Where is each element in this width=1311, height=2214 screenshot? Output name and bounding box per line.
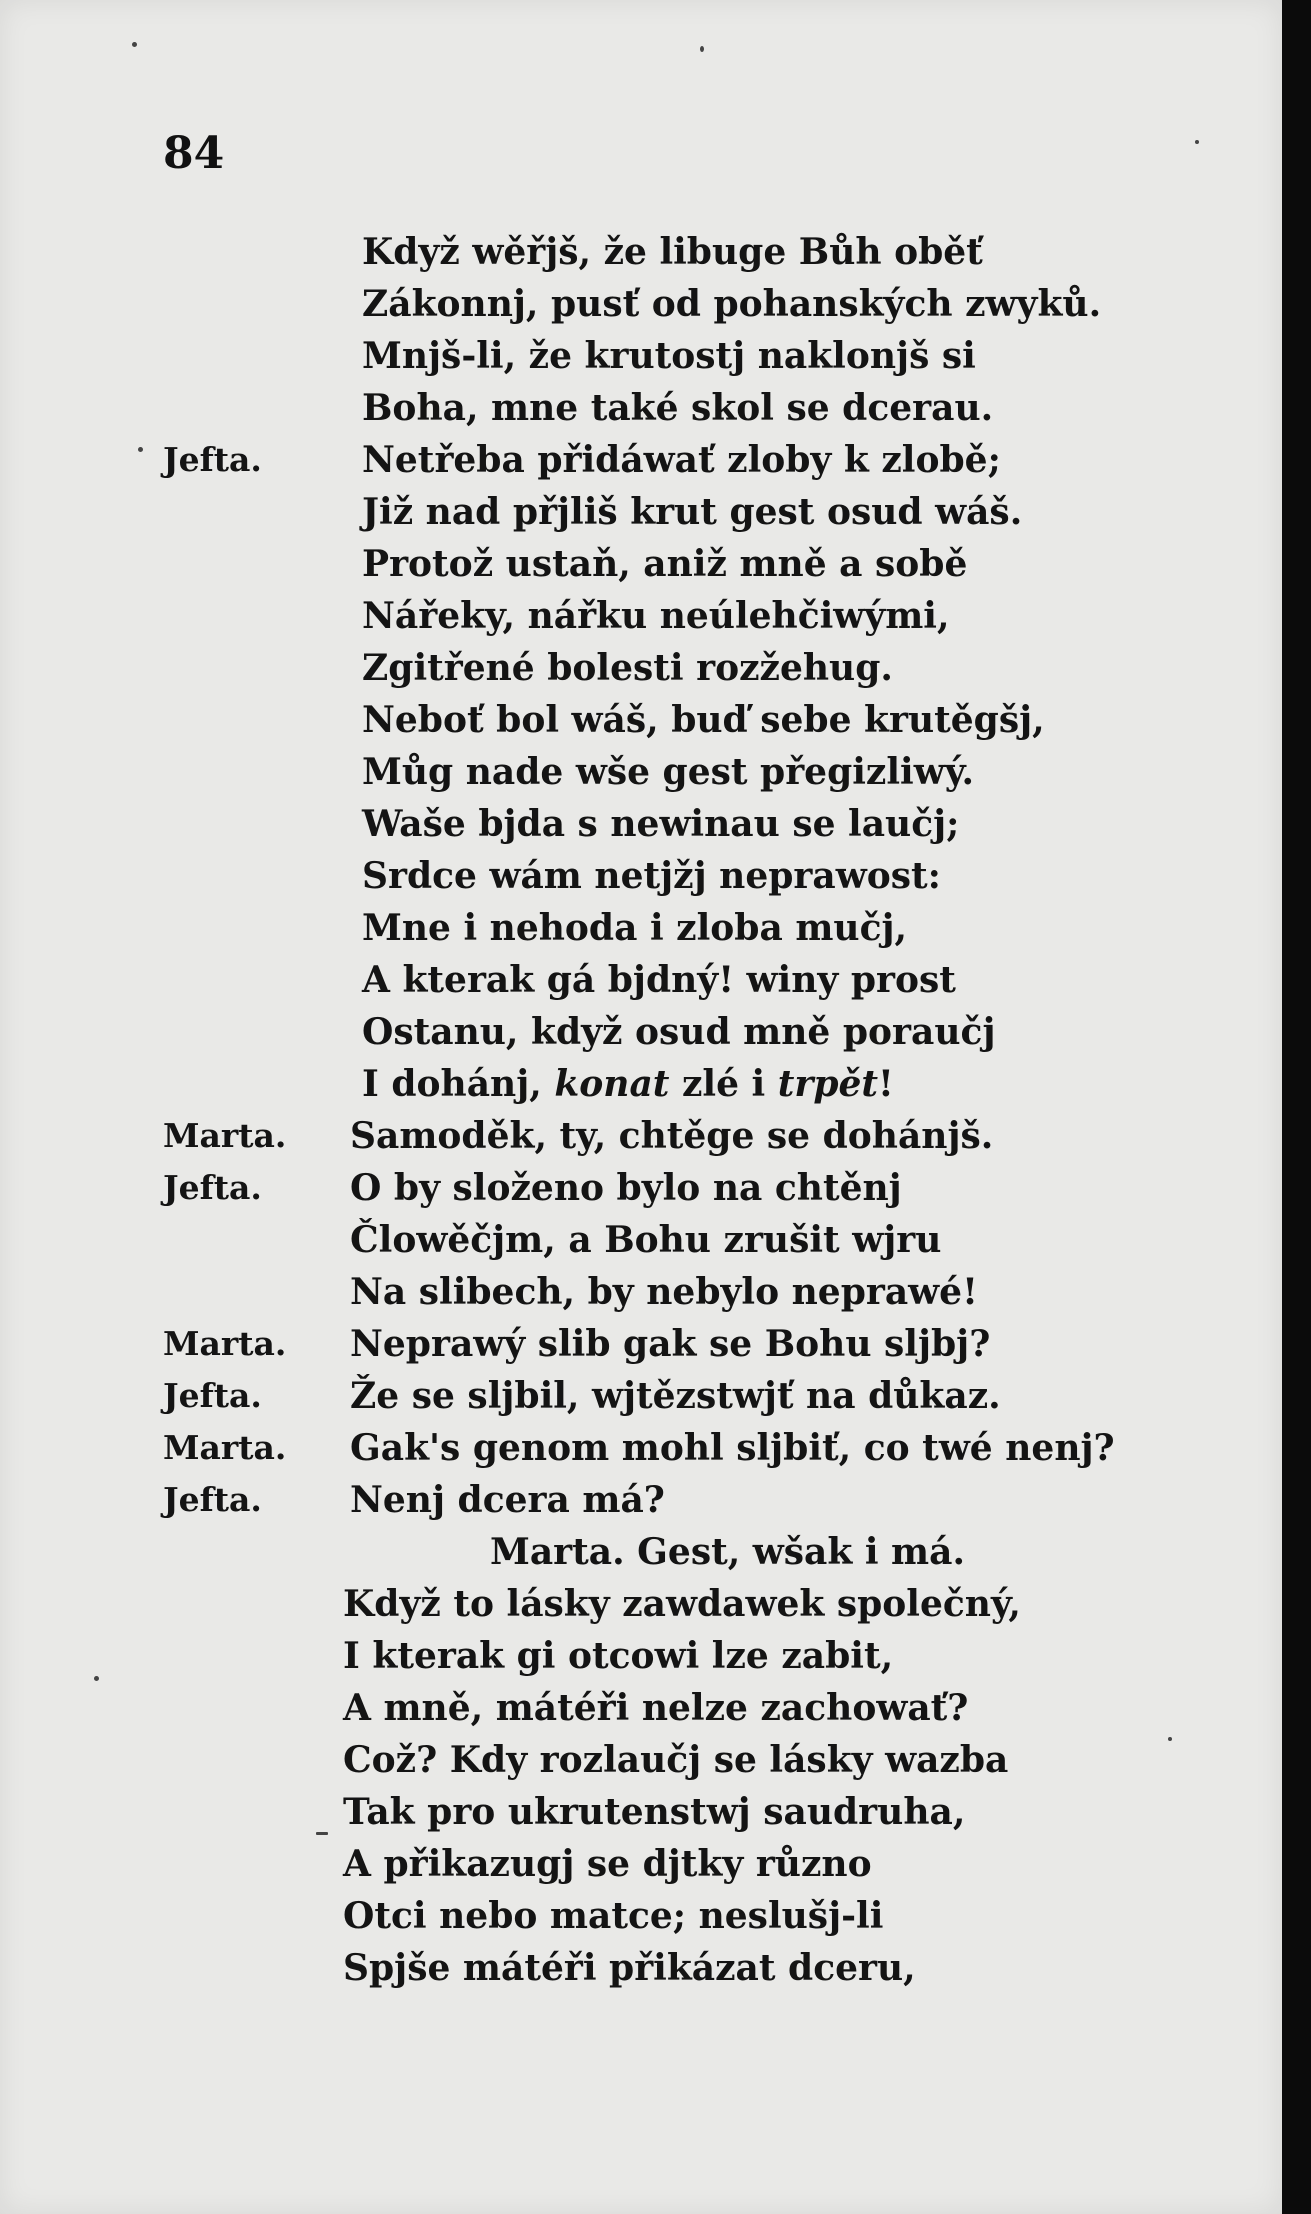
verse-text: Spjše mátéři přikázat dceru, xyxy=(343,1947,916,1989)
verse-text: Nenj dcera má? xyxy=(350,1479,665,1521)
verse-text: Neboť bol wáš, buď sebe krutěgšj, xyxy=(362,699,1045,741)
verse-text: Když to lásky zawdawek společný, xyxy=(343,1583,1021,1625)
verse-text: A mně, mátéři nelze zachowať? xyxy=(343,1687,969,1729)
verse-text: I kterak gi otcowi lze zabit, xyxy=(343,1635,894,1677)
verse-text-italic: konat xyxy=(554,1063,670,1105)
scan-speck xyxy=(316,1832,328,1835)
speaker-name: Jefta. xyxy=(163,1168,262,1207)
verse-text: Což? Kdy rozlaučj se lásky wazba xyxy=(343,1739,1009,1781)
verse-text: Waše bjda s newinau se laučj; xyxy=(362,803,960,845)
verse-text xyxy=(362,1058,894,1110)
speaker-name: Marta. xyxy=(163,1116,287,1155)
scan-speck xyxy=(94,1676,99,1681)
scan-speck xyxy=(1195,140,1199,144)
verse-text: Netřeba přidáwať zloby k zlobě; xyxy=(362,439,1001,481)
verse-text: Samoděk, ty, chtěge se dohánjš. xyxy=(350,1115,994,1157)
verse-text: Když wěřjš, že libuge Bůh oběť xyxy=(362,231,983,273)
verse-text: Již nad přjliš krut gest osud wáš. xyxy=(362,491,1023,533)
scan-border xyxy=(1282,0,1311,2214)
scan-speck xyxy=(1168,1737,1172,1741)
verse-text: Nářeky, nářku neúlehčiwými, xyxy=(362,595,950,637)
verse-text: Tak pro ukrutenstwj saudruha, xyxy=(343,1791,966,1833)
speaker-name: Marta. xyxy=(163,1428,287,1467)
scan-speck xyxy=(700,46,704,52)
verse-text: Srdce wám netjžj neprawost: xyxy=(362,855,941,897)
page-number: 84 xyxy=(163,128,225,179)
verse-text: Zgitřené bolesti rozžehug. xyxy=(362,647,893,689)
verse-text: Gak's genom mohl sljbiť, co twé nenj? xyxy=(350,1427,1115,1469)
scan-speck xyxy=(138,447,143,452)
verse-text-part: I dohánj, xyxy=(362,1063,555,1105)
verse-text-italic: trpět xyxy=(777,1063,879,1105)
verse-text: Že se sljbil, wjtězstwjť na důkaz. xyxy=(350,1375,1001,1417)
verse-text: O by složeno bylo na chtěnj xyxy=(350,1167,902,1209)
scan-speck xyxy=(132,42,137,47)
verse-text: Můg nade wše gest přegizliwý. xyxy=(362,751,975,793)
verse-text: Na slibech, by nebylo neprawé! xyxy=(350,1271,978,1313)
verse-text: Mne i nehoda i zloba mučj, xyxy=(362,907,908,949)
verse-text: A kterak gá bjdný! winy prost xyxy=(362,959,956,1001)
verse-text: Člowěčjm, a Bohu zrušit wjru xyxy=(350,1219,942,1261)
speaker-name: Jefta. xyxy=(163,440,262,479)
verse-text: Zákonnj, pusť od pohanských zwyků. xyxy=(362,283,1102,325)
verse-text: Protož ustaň, aniž mně a sobě xyxy=(362,543,968,585)
verse-text-part: zlé i xyxy=(669,1063,778,1105)
verse-text: Marta. Gest, wšak i má. xyxy=(490,1531,965,1573)
verse-text: Mnjš-li, že krutostj naklonjš si xyxy=(362,335,976,377)
verse-text: Neprawý slib gak se Bohu sljbj? xyxy=(350,1323,991,1365)
verse-text: Otci nebo matce; neslušj-li xyxy=(343,1895,884,1937)
verse-text: Boha, mne také skol se dcerau. xyxy=(362,387,994,429)
verse-text: Ostanu, když osud mně poraučj xyxy=(362,1011,996,1053)
verse-text-part: ! xyxy=(878,1063,894,1105)
verse-text: A přikazugj se djtky různo xyxy=(343,1843,872,1885)
speaker-name: Jefta. xyxy=(163,1376,262,1415)
speaker-name: Marta. xyxy=(163,1324,287,1363)
speaker-name: Jefta. xyxy=(163,1480,262,1519)
